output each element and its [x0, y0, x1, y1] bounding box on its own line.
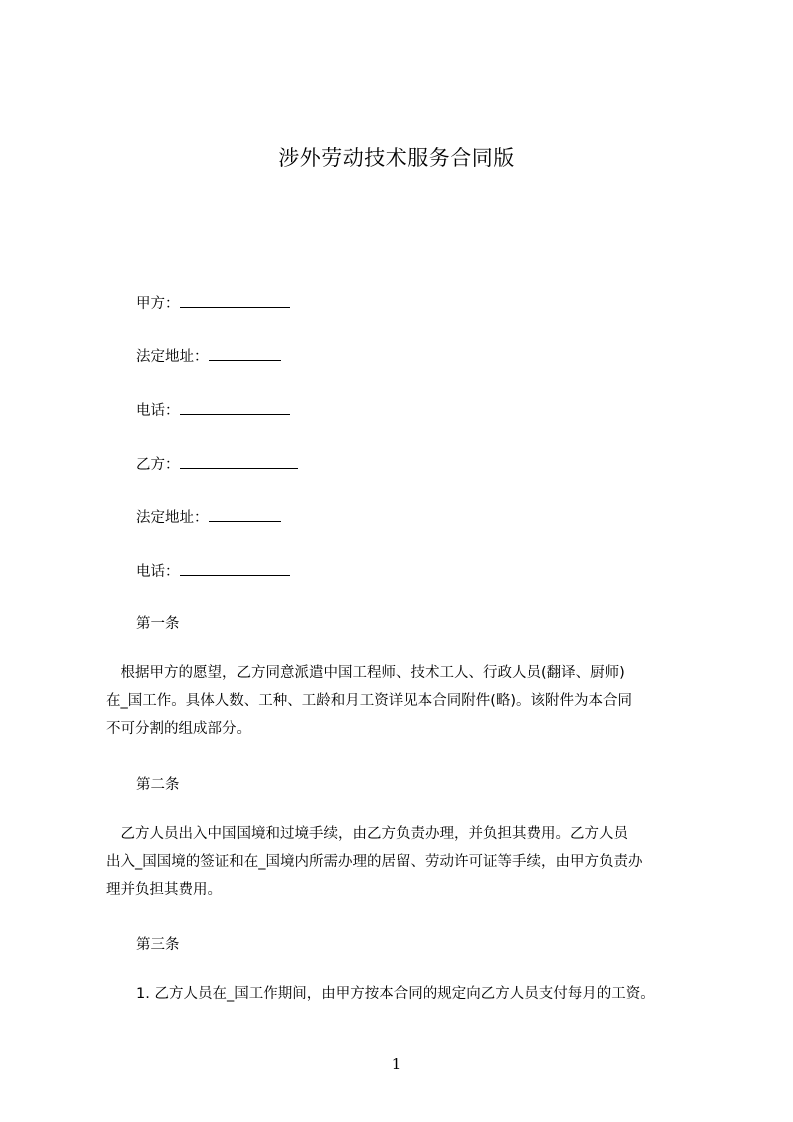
party-a-phone-blank	[180, 400, 290, 415]
article-2-line: 理并负担其费用。	[106, 882, 222, 898]
article-3-heading: 第三条	[136, 937, 180, 953]
article-3-line: 1. 乙方人员在_国工作期间，由甲方按本合同的规定向乙方人员支付每月的工资。	[136, 986, 655, 1002]
party-b-name-blank	[180, 454, 298, 469]
article-1-line: 不可分割的组成部分。	[106, 721, 251, 737]
party-b-name-label: 乙方：	[136, 457, 180, 473]
article-2-paragraph	[106, 820, 700, 904]
article-1-heading: 第一条	[136, 616, 180, 632]
party-b-phone-label: 电话：	[136, 564, 180, 580]
article-2-line: 乙方人员出入中国国境和过境手续，由乙方负责办理，并负担其费用。乙方人员	[106, 826, 628, 842]
party-a-name-label: 甲方：	[136, 296, 180, 312]
party-b-phone-blank	[180, 561, 290, 576]
article-1-line: 在_国工作。具体人数、工种、工龄和月工资详见本合同附件(略)。该附件为本合同	[106, 693, 633, 709]
party-a-phone-field	[136, 399, 290, 420]
party-a-name-field	[136, 292, 290, 313]
article-1-paragraph	[106, 659, 700, 743]
party-a-address-field	[136, 345, 281, 366]
article-2-heading: 第二条	[136, 777, 180, 793]
document-title: 涉外劳动技术服务合同版	[278, 146, 515, 170]
party-a-address-blank	[209, 346, 281, 361]
party-a-name-blank	[180, 293, 290, 308]
article-3-paragraph	[136, 980, 700, 1008]
article-1-line: 根据甲方的愿望，乙方同意派遣中国工程师、技术工人、行政人员(翻译、厨师)	[106, 665, 625, 681]
page-number: 1	[391, 1055, 402, 1073]
party-b-name-field	[136, 453, 298, 474]
article-2-line: 出入_国国境的签证和在_国境内所需办理的居留、劳动许可证等手续，由甲方负责办	[106, 854, 643, 870]
party-a-phone-label: 电话：	[136, 403, 180, 419]
party-b-address-blank	[209, 507, 281, 522]
party-b-address-field	[136, 506, 281, 527]
party-b-address-label: 法定地址：	[136, 510, 209, 526]
party-a-address-label: 法定地址：	[136, 349, 209, 365]
party-b-phone-field	[136, 560, 290, 581]
